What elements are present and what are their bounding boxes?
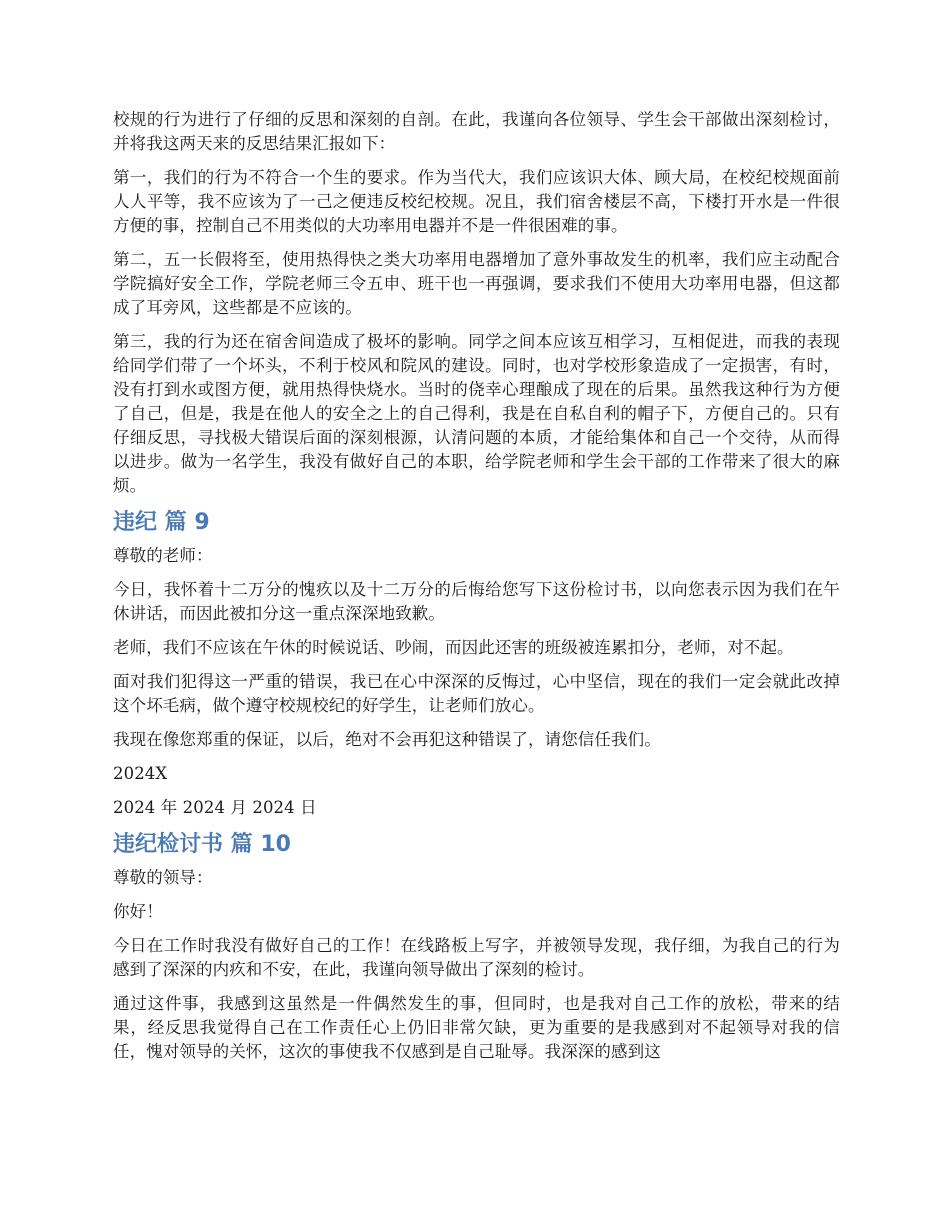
signature-line: 2024X xyxy=(113,764,168,783)
salutation: 尊敬的领导： xyxy=(113,868,213,887)
paragraph: 面对我们犯得这一严重的错误，我已在心中深深的反悔过，心中坚信，现在的我们一定会就此改掉这个坏毛病，做个遵守校规校纪的好学生，让老师们放心。 xyxy=(113,672,840,715)
greeting: 你好！ xyxy=(113,902,163,921)
paragraph: 今日，我怀着十二万分的愧疚以及十二万分的后悔给您写下这份检讨书，以向您表示因为我们在午休讲话，而因此被扣分这一重点深深地致歉。 xyxy=(113,580,840,623)
date-line: 2024 年 2024 月 2024 日 xyxy=(113,798,317,817)
paragraph: 今日在工作时我没有做好自己的工作！在线路板上写字，并被领导发现，我仔细，为我自己的行为感到了深深的内疚和不安，在此，我谨向领导做出了深刻的检讨。 xyxy=(113,936,840,979)
paragraph: 第三，我的行为还在宿舍间造成了极坏的影响。同学之间本应该互相学习，互相促进，而我的表现给同学们带了一个坏头，不利于校风和院风的建设。同时，也对学校形象造成了一定损害，有时，没有打到水或图方便，就用热得快烧水。当时的侥幸心理酿成了现在的后果。虽然我这种行为方便了自己，但是，我是在他人的安全之上的自己得利，我是在自私自利的帽子下，方便自己的。只有仔细反思，寻找极大错误后面的深刻根源，认清问题的本质，才能给集体和自己一个交待，从而得以进步。做为一名学生，我没有做好自己的本职，给学院老师和学生会干部的工作带来了很大的麻烦。 xyxy=(113,332,840,495)
section-heading: 违纪检讨书 篇 10 xyxy=(113,832,291,857)
document-page xyxy=(113,108,840,1074)
paragraph: 第二，五一长假将至，使用热得快之类大功率用电器增加了意外事故发生的机率，我们应主动配合学院搞好安全工作，学院老师三令五申、班干也一再强调，要求我们不使用大功率用电器，但这都成了耳旁风，这些都是不应该的。 xyxy=(113,250,840,317)
section-heading: 违纪 篇 9 xyxy=(113,510,210,535)
paragraph: 老师，我们不应该在午休的时候说话、吵闹，而因此还害的班级被连累扣分，老师，对不起。 xyxy=(113,638,794,657)
paragraph: 校规的行为进行了仔细的反思和深刻的自剖。在此，我谨向各位领导、学生会干部做出深刻检讨，并将我这两天来的反思结果汇报如下： xyxy=(113,110,840,153)
paragraph: 通过这件事，我感到这虽然是一件偶然发生的事，但同时，也是我对自己工作的放松，带来的结果，经反思我觉得自己在工作责任心上仍旧非常欠缺，更为重要的是我感到对不起领导对我的信任，愧对领导的关怀，这次的事使我不仅感到是自己耻辱。我深深的感到这 xyxy=(113,994,840,1061)
paragraph: 第一，我们的行为不符合一个生的要求。作为当代大，我们应该识大体、顾大局，在校纪校规面前人人平等，我不应该为了一己之便违反校纪校规。况且，我们宿舍楼层不高，下楼打开水是一件很方便的事，控制自己不用类似的大功率用电器并不是一件很困难的事。 xyxy=(113,168,840,235)
paragraph: 我现在像您郑重的保证，以后，绝对不会再犯这种错误了，请您信任我们。 xyxy=(113,730,661,749)
salutation: 尊敬的老师： xyxy=(113,546,213,565)
